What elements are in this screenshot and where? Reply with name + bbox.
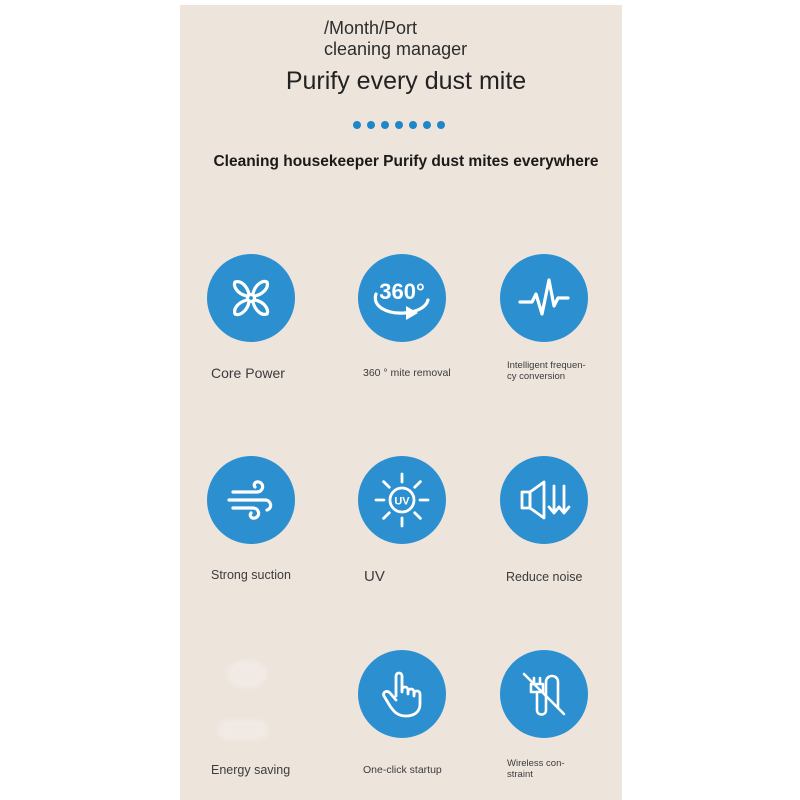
feature-frequency-label-line-2: cy conversion [507, 370, 566, 382]
divider-dot [395, 121, 403, 129]
fan-icon [219, 266, 283, 330]
feature-frequency-badge [500, 254, 588, 342]
feature-360-badge [358, 254, 446, 342]
feature-uv-label: UV [364, 568, 385, 585]
feature-noise-label: Reduce noise [506, 570, 583, 584]
energy-saving-glow [218, 720, 268, 740]
hand-tap-icon [370, 662, 434, 726]
feature-wireless-label-line-2: straint [507, 768, 533, 780]
feature-uv-badge [358, 456, 446, 544]
feature-frequency-label-line-1: Intelligent frequen- [507, 360, 586, 371]
feature-core-power-label: Core Power [211, 365, 285, 381]
rotation-360-icon [366, 266, 438, 330]
divider-dot [437, 121, 445, 129]
tagline: Cleaning housekeeper Purify dust mites everywhere [213, 153, 599, 170]
dot-divider [353, 121, 445, 129]
waveform-icon [512, 266, 576, 330]
feature-wireless-label-line-1: Wireless con- [507, 758, 565, 769]
feature-suction-badge [207, 456, 295, 544]
no-cable-icon [512, 662, 576, 726]
feature-noise-badge [500, 456, 588, 544]
feature-startup-badge [358, 650, 446, 738]
icon-360-text: 360° [379, 279, 425, 304]
uv-sun-icon [368, 466, 436, 534]
feature-energy-label: Energy saving [211, 763, 291, 777]
feature-wireless-badge [500, 650, 588, 738]
divider-dot [353, 121, 361, 129]
feature-suction-label: Strong suction [211, 568, 291, 582]
wind-icon [219, 468, 283, 532]
subtitle-line-2: cleaning manager [324, 39, 468, 59]
feature-wireless-label [507, 759, 565, 781]
divider-dot [381, 121, 389, 129]
feature-core-power-badge [207, 254, 295, 342]
feature-frequency-label [507, 361, 586, 383]
headline: Purify every dust mite [285, 67, 527, 95]
icon-uv-text: UV [394, 495, 410, 508]
divider-dot [409, 121, 417, 129]
subtitle-line-1: /Month/Port [324, 18, 418, 38]
energy-saving-icon [227, 660, 267, 688]
feature-360-label: 360 ° mite removal [363, 367, 451, 379]
divider-dot [423, 121, 431, 129]
speaker-down-icon [512, 468, 576, 532]
feature-startup-label: One-click startup [363, 764, 442, 776]
divider-dot [367, 121, 375, 129]
